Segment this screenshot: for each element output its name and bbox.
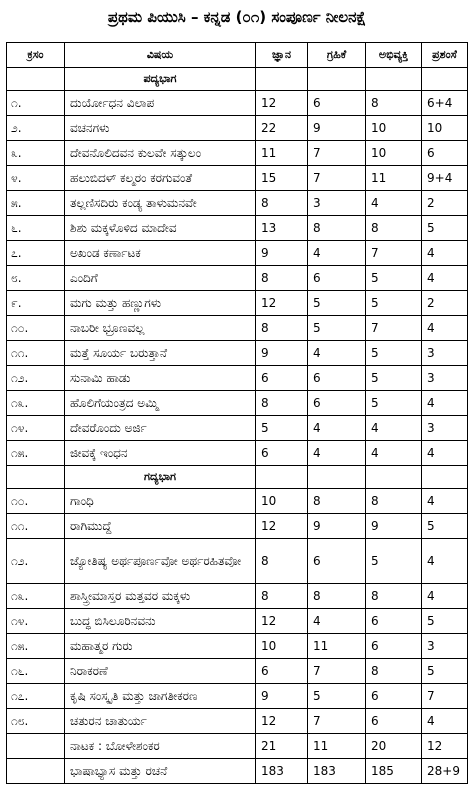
understanding-cell: 3 xyxy=(308,191,366,216)
appreciation-cell: 5 xyxy=(422,216,468,241)
expression-cell: 8 xyxy=(366,659,422,684)
serial-cell: ೧೧. xyxy=(7,514,65,539)
serial-cell: ೧೩. xyxy=(7,584,65,609)
understanding-cell: 11 xyxy=(308,634,366,659)
appreciation-cell: 9+4 xyxy=(422,166,468,191)
serial-cell: ೧೦. xyxy=(7,489,65,514)
expression-cell: 6 xyxy=(366,684,422,709)
table-row xyxy=(7,116,468,141)
table-row xyxy=(7,291,468,316)
serial-cell: ೧೬. xyxy=(7,659,65,684)
serial-cell: ೧೮. xyxy=(7,709,65,734)
serial-cell: ೧೫. xyxy=(7,634,65,659)
table-row xyxy=(7,241,468,266)
expression-cell: 6 xyxy=(366,709,422,734)
understanding-cell: 7 xyxy=(308,166,366,191)
knowledge-cell: 9 xyxy=(256,684,308,709)
subject-cell: ನಿರಾಕರಣೆ xyxy=(65,659,256,684)
knowledge-cell: 8 xyxy=(256,539,308,584)
knowledge-cell: 183 xyxy=(256,759,308,784)
serial-cell: ೮. xyxy=(7,266,65,291)
table-row xyxy=(7,514,468,539)
appreciation-cell: 12 xyxy=(422,734,468,759)
expression-cell: 8 xyxy=(366,216,422,241)
appreciation-cell: 2 xyxy=(422,191,468,216)
subject-cell: ಜ್ಯೋತಿಷ್ಯ ಅರ್ಥಪೂರ್ಣವೋ ಅರ್ಥರಹಿತವೋ xyxy=(65,539,256,584)
table-row xyxy=(7,441,468,466)
knowledge-cell: 10 xyxy=(256,634,308,659)
serial-cell: ೧೪. xyxy=(7,609,65,634)
understanding-cell: 7 xyxy=(308,141,366,166)
knowledge-cell: 13 xyxy=(256,216,308,241)
table-row xyxy=(7,684,468,709)
serial-cell: ೬. xyxy=(7,216,65,241)
knowledge-cell: 6 xyxy=(256,659,308,684)
subject-cell: ಸುನಾಮಿ ಹಾಡು xyxy=(65,366,256,391)
header-row xyxy=(7,43,468,68)
subject-cell: ಜೀವಕ್ಕೆ ಇಂಧನ xyxy=(65,441,256,466)
understanding-cell: 8 xyxy=(308,489,366,514)
expression-cell: 8 xyxy=(366,584,422,609)
understanding-cell: 4 xyxy=(308,241,366,266)
appreciation-cell: 5 xyxy=(422,609,468,634)
table-row xyxy=(7,91,468,116)
subject-cell: ಹಲುಬಿದಳ್ ಕಲ್ಮರಂ ಕರಗುವಂತೆ xyxy=(65,166,256,191)
serial-cell: ೪. xyxy=(7,166,65,191)
header-subject: ವಿಷಯ xyxy=(65,43,256,68)
expression-cell: 10 xyxy=(366,141,422,166)
understanding-cell: 4 xyxy=(308,341,366,366)
expression-cell: 8 xyxy=(366,489,422,514)
understanding-cell: 5 xyxy=(308,684,366,709)
page-title: ಪ್ರಥಮ ಪಿಯುಸಿ – ಕನ್ನಡ (೦೧) ಸಂಪೂರ್ಣ ನೀಲನಕ್ಷೆ xyxy=(107,8,367,26)
appreciation-cell: 4 xyxy=(422,241,468,266)
knowledge-cell: 8 xyxy=(256,584,308,609)
table-row xyxy=(7,391,468,416)
table-row xyxy=(7,341,468,366)
empty-cell xyxy=(7,466,65,489)
appreciation-cell: 4 xyxy=(422,266,468,291)
understanding-cell: 7 xyxy=(308,659,366,684)
serial-cell: ೧೫. xyxy=(7,441,65,466)
expression-cell: 185 xyxy=(366,759,422,784)
expression-cell: 8 xyxy=(366,91,422,116)
subject-cell: ಮತ್ತೆ ಸೂರ್ಯ ಬರುತ್ತಾನೆ xyxy=(65,341,256,366)
subject-cell: ಎಂದಿಗೆ xyxy=(65,266,256,291)
expression-cell: 6 xyxy=(366,634,422,659)
serial-cell: ೧೭. xyxy=(7,684,65,709)
empty-cell xyxy=(366,466,422,489)
header-appreciation: ಪ್ರಶಂಸೆ xyxy=(422,43,468,68)
table-row xyxy=(7,266,468,291)
serial-cell: ೧೨. xyxy=(7,366,65,391)
serial-cell: ೧೪. xyxy=(7,416,65,441)
understanding-cell: 4 xyxy=(308,416,366,441)
appreciation-cell: 6 xyxy=(422,141,468,166)
subject-cell: ದೇವರೊಂದು ಅರ್ಜಿ xyxy=(65,416,256,441)
knowledge-cell: 12 xyxy=(256,514,308,539)
knowledge-cell: 21 xyxy=(256,734,308,759)
expression-cell: 20 xyxy=(366,734,422,759)
table-row xyxy=(7,141,468,166)
expression-cell: 10 xyxy=(366,116,422,141)
table-row xyxy=(7,734,468,759)
appreciation-cell: 4 xyxy=(422,709,468,734)
subject-cell: ಶಾಸ್ತ್ರೀಮಾಸ್ತರ ಮತ್ತವರ ಮಕ್ಕಳು xyxy=(65,584,256,609)
empty-cell xyxy=(308,466,366,489)
header-serial: ಕ್ರಸಂ xyxy=(7,43,65,68)
subject-cell: ದುರ್ಯೋಧನ ವಿಲಾಪ xyxy=(65,91,256,116)
expression-cell: 4 xyxy=(366,416,422,441)
appreciation-cell: 2 xyxy=(422,291,468,316)
expression-cell: 7 xyxy=(366,316,422,341)
serial-cell: ೧. xyxy=(7,91,65,116)
table-row xyxy=(7,584,468,609)
understanding-cell: 6 xyxy=(308,91,366,116)
understanding-cell: 6 xyxy=(308,366,366,391)
subject-cell: ಶಿಶು ಮಕ್ಕಳೊಳಿದ ಮಾದೇವ xyxy=(65,216,256,241)
serial-cell: ೧೦. xyxy=(7,316,65,341)
knowledge-cell: 10 xyxy=(256,489,308,514)
knowledge-cell: 8 xyxy=(256,391,308,416)
understanding-cell: 9 xyxy=(308,514,366,539)
empty-cell xyxy=(256,466,308,489)
appreciation-cell: 3 xyxy=(422,341,468,366)
table-row xyxy=(7,489,468,514)
understanding-cell: 8 xyxy=(308,584,366,609)
subject-cell: ದೇವನೊಲಿದವನ ಕುಲವೇ ಸತ್ಕುಲಂ xyxy=(65,141,256,166)
table-row xyxy=(7,191,468,216)
understanding-cell: 4 xyxy=(308,441,366,466)
table-row xyxy=(7,759,468,784)
understanding-cell: 11 xyxy=(308,734,366,759)
appreciation-cell: 3 xyxy=(422,366,468,391)
expression-cell: 7 xyxy=(366,241,422,266)
appreciation-cell: 7 xyxy=(422,684,468,709)
expression-cell: 4 xyxy=(366,191,422,216)
appreciation-cell: 5 xyxy=(422,659,468,684)
expression-cell: 5 xyxy=(366,341,422,366)
understanding-cell: 6 xyxy=(308,266,366,291)
understanding-cell: 6 xyxy=(308,539,366,584)
serial-cell: ೭. xyxy=(7,241,65,266)
serial-cell: ೩. xyxy=(7,141,65,166)
understanding-cell: 5 xyxy=(308,316,366,341)
appreciation-cell: 6+4 xyxy=(422,91,468,116)
section-title-poetry: ಪದ್ಯಭಾಗ xyxy=(65,68,256,91)
section-title-prose: ಗದ್ಯಭಾಗ xyxy=(65,466,256,489)
understanding-cell: 8 xyxy=(308,216,366,241)
table-row xyxy=(7,709,468,734)
table-row xyxy=(7,166,468,191)
subject-cell: ಮಹಾತ್ಮರ ಗುರು xyxy=(65,634,256,659)
header-knowledge: ಜ್ಞಾನ xyxy=(256,43,308,68)
knowledge-cell: 15 xyxy=(256,166,308,191)
subject-cell: ಮಗು ಮತ್ತು ಹಣ್ಣುಗಳು xyxy=(65,291,256,316)
knowledge-cell: 12 xyxy=(256,709,308,734)
appreciation-cell: 4 xyxy=(422,441,468,466)
expression-cell: 5 xyxy=(366,366,422,391)
serial-cell: ೫. xyxy=(7,191,65,216)
table-row xyxy=(7,366,468,391)
knowledge-cell: 9 xyxy=(256,241,308,266)
knowledge-cell: 8 xyxy=(256,191,308,216)
knowledge-cell: 6 xyxy=(256,441,308,466)
table-row xyxy=(7,316,468,341)
table-row xyxy=(7,609,468,634)
understanding-cell: 6 xyxy=(308,391,366,416)
appreciation-cell: 4 xyxy=(422,539,468,584)
subject-cell: ಚತುರನ ಚಾತುರ್ಯ xyxy=(65,709,256,734)
expression-cell: 6 xyxy=(366,609,422,634)
serial-cell: ೧೨. xyxy=(7,539,65,584)
appreciation-cell: 5 xyxy=(422,514,468,539)
knowledge-cell: 12 xyxy=(256,609,308,634)
understanding-cell: 4 xyxy=(308,609,366,634)
appreciation-cell: 28+9 xyxy=(422,759,468,784)
expression-cell: 11 xyxy=(366,166,422,191)
serial-cell: ೯. xyxy=(7,291,65,316)
subject-cell: ನಾಬರೀ ಭ್ರೂಣವಲ್ಲ xyxy=(65,316,256,341)
serial-cell: ೧೧. xyxy=(7,341,65,366)
subject-cell: ಗಾಂಧಿ xyxy=(65,489,256,514)
subject-cell: ವಚನಗಳು xyxy=(65,116,256,141)
serial-cell: ೨. xyxy=(7,116,65,141)
knowledge-cell: 12 xyxy=(256,291,308,316)
appreciation-cell: 4 xyxy=(422,584,468,609)
subject-cell: ಹೊಲಿಗೆಯಂತ್ರದ ಅಮ್ಮಿ xyxy=(65,391,256,416)
appreciation-cell: 3 xyxy=(422,634,468,659)
knowledge-cell: 8 xyxy=(256,316,308,341)
knowledge-cell: 9 xyxy=(256,341,308,366)
table-row xyxy=(7,659,468,684)
header-expression: ಅಭಿವ್ಯಕ್ತಿ xyxy=(366,43,422,68)
subject-cell: ಅಖಂಡ ಕರ್ಣಾಟಕ xyxy=(65,241,256,266)
expression-cell: 5 xyxy=(366,266,422,291)
blueprint-table xyxy=(6,42,468,784)
understanding-cell: 5 xyxy=(308,291,366,316)
subject-cell: ತಲ್ಲಣಿಸದಿರು ಕಂಡ್ಯ ತಾಳುಮನವೇ xyxy=(65,191,256,216)
subject-cell: ಕೃಷಿ ಸಂಸ್ಕೃತಿ ಮತ್ತು ಜಾಗತೀಕರಣ xyxy=(65,684,256,709)
knowledge-cell: 22 xyxy=(256,116,308,141)
subject-cell: ರಾಗಿಮುದ್ದೆ xyxy=(65,514,256,539)
subject-cell: ನಾಟಕ : ಬೋಳೇಶಂಕರ xyxy=(65,734,256,759)
header-understanding: ಗ್ರಹಿಕೆ xyxy=(308,43,366,68)
serial-cell xyxy=(7,734,65,759)
subject-cell: ಭಾಷಾಭ್ಯಾಸ ಮತ್ತು ರಚನೆ xyxy=(65,759,256,784)
subject-cell: ಬುದ್ಧ ಬಿಸಿಲೂರಿನವನು xyxy=(65,609,256,634)
table-row xyxy=(7,539,468,584)
table-row xyxy=(7,634,468,659)
understanding-cell: 9 xyxy=(308,116,366,141)
expression-cell: 5 xyxy=(366,391,422,416)
knowledge-cell: 12 xyxy=(256,91,308,116)
understanding-cell: 183 xyxy=(308,759,366,784)
serial-cell: ೧೩. xyxy=(7,391,65,416)
knowledge-cell: 6 xyxy=(256,366,308,391)
appreciation-cell: 4 xyxy=(422,489,468,514)
expression-cell: 4 xyxy=(366,441,422,466)
section-row-prose xyxy=(7,466,468,489)
empty-cell xyxy=(422,466,468,489)
understanding-cell: 7 xyxy=(308,709,366,734)
knowledge-cell: 8 xyxy=(256,266,308,291)
appreciation-cell: 4 xyxy=(422,391,468,416)
appreciation-cell: 10 xyxy=(422,116,468,141)
appreciation-cell: 3 xyxy=(422,416,468,441)
expression-cell: 9 xyxy=(366,514,422,539)
expression-cell: 5 xyxy=(366,539,422,584)
knowledge-cell: 5 xyxy=(256,416,308,441)
section-row-poetry xyxy=(7,68,468,91)
serial-cell xyxy=(7,759,65,784)
table-row xyxy=(7,416,468,441)
knowledge-cell: 11 xyxy=(256,141,308,166)
appreciation-cell: 4 xyxy=(422,316,468,341)
table-row xyxy=(7,216,468,241)
expression-cell: 5 xyxy=(366,291,422,316)
